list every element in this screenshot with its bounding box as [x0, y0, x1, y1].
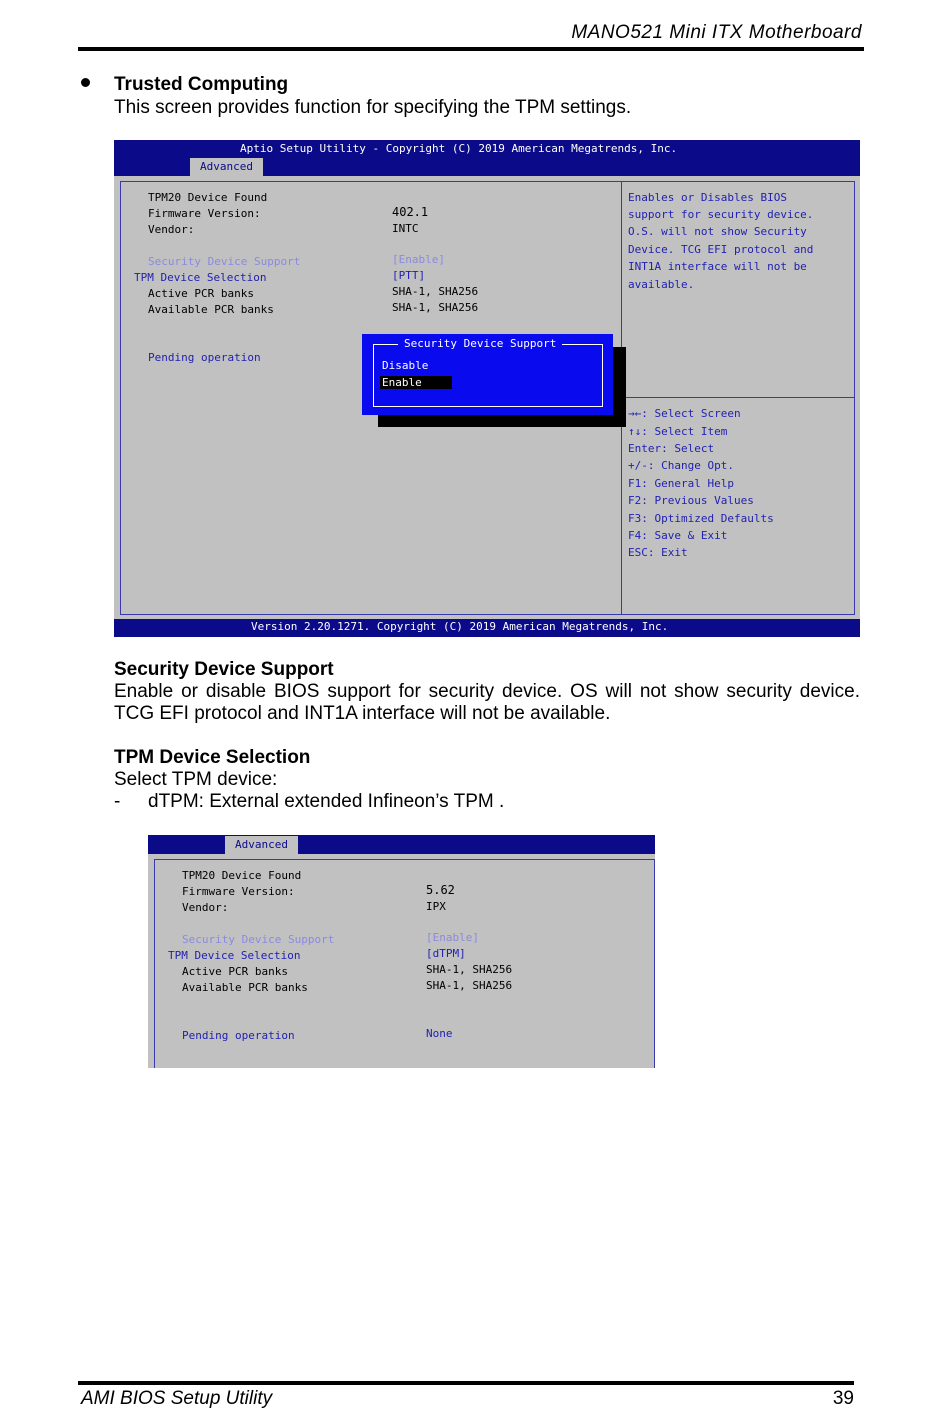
key-legend-item: Enter: Select [628, 442, 715, 455]
row-value-available-pcr: SHA-1, SHA256 [392, 301, 479, 314]
tpm-item-dash: - [114, 791, 121, 812]
row-value-pending-operation: None [426, 1027, 453, 1040]
key-legend-item: F1: General Help [628, 477, 734, 490]
bios-title-text: Aptio Setup Utility - Copyright (C) 2019 American Megatrends, Inc. [240, 142, 678, 155]
help-line: available. [628, 278, 695, 291]
row-label-tpm-device-selection[interactable]: TPM Device Selection [134, 271, 267, 284]
row-value-available-pcr: SHA-1, SHA256 [426, 979, 513, 992]
tab-advanced[interactable]: Advanced [225, 836, 298, 854]
row-label-pending-operation[interactable]: Pending operation [182, 1029, 295, 1042]
row-label-active-pcr: Active PCR banks [182, 965, 288, 978]
row-value-tpm-device-selection[interactable]: [PTT] [392, 269, 426, 282]
key-legend-item: F2: Previous Values [628, 494, 754, 507]
help-line: INT1A interface will not be [628, 260, 807, 273]
bios-version-bar [114, 619, 860, 637]
row-value-vendor: INTC [392, 222, 419, 235]
row-value-active-pcr: SHA-1, SHA256 [392, 285, 479, 298]
tab-advanced[interactable]: Advanced [190, 158, 263, 176]
row-label-tpm20-found: TPM20 Device Found [148, 191, 268, 204]
key-legend-item: F3: Optimized Defaults [628, 512, 774, 525]
help-line: O.S. will not show Security [628, 225, 807, 238]
tpm-title: TPM Device Selection [114, 747, 311, 768]
row-label-tpm-device-selection[interactable]: TPM Device Selection [168, 949, 301, 962]
row-value-vendor: IPX [426, 900, 446, 913]
row-label-security-device-support[interactable]: Security Device Support [182, 933, 335, 946]
row-label-active-pcr: Active PCR banks [148, 287, 254, 300]
row-value-tpm-device-selection[interactable]: [dTPM] [426, 947, 466, 960]
section-title: Trusted Computing [114, 74, 289, 95]
row-label-firmware: Firmware Version: [182, 885, 295, 898]
bios2-frame-top [154, 859, 655, 860]
bios-version-text: Version 2.20.1271. Copyright (C) 2019 American Megatrends, Inc. [251, 620, 669, 633]
header-rule [78, 47, 864, 51]
row-label-vendor: Vendor: [148, 223, 195, 236]
popup-dialog[interactable] [362, 334, 613, 415]
row-value-security-device-support[interactable]: [Enable] [392, 253, 445, 266]
bios-divider-horizontal [621, 397, 854, 398]
key-legend-item: ↑↓: Select Item [628, 425, 728, 438]
section-intro: This screen provides function for specifying the TPM settings. [114, 97, 632, 118]
row-value-firmware: 402.1 [392, 205, 429, 219]
popup-title: Security Device Support [398, 337, 562, 350]
bullet-icon [81, 78, 90, 87]
key-legend-item: +/-: Change Opt. [628, 459, 734, 472]
sds-title: Security Device Support [114, 659, 334, 680]
row-label-pending-operation[interactable]: Pending operation [148, 351, 261, 364]
row-value-active-pcr: SHA-1, SHA256 [426, 963, 513, 976]
key-legend-item: ESC: Exit [628, 546, 688, 559]
row-label-vendor: Vendor: [182, 901, 229, 914]
row-value-security-device-support[interactable]: [Enable] [426, 931, 479, 944]
bios-screen-1 [114, 140, 860, 637]
page-header-title: MANO521 Mini ITX Motherboard [571, 22, 862, 43]
row-label-available-pcr: Available PCR banks [148, 303, 274, 316]
row-label-security-device-support[interactable]: Security Device Support [148, 255, 301, 268]
footer-title: AMI BIOS Setup Utility [81, 1388, 273, 1409]
page-number: 39 [832, 1388, 854, 1409]
tpm-item: dTPM: External extended Infineon’s TPM . [148, 791, 505, 812]
popup-option-disable[interactable]: Disable [382, 359, 429, 372]
help-line: Enables or Disables BIOS [628, 191, 787, 204]
help-line: support for security device. [628, 208, 814, 221]
row-value-firmware: 5.62 [426, 883, 455, 897]
row-label-available-pcr: Available PCR banks [182, 981, 308, 994]
help-line: Device. TCG EFI protocol and [628, 243, 814, 256]
bios2-frame-left [154, 859, 155, 1068]
bios2-frame-right [654, 859, 655, 1068]
tpm-body: Select TPM device: [114, 769, 278, 790]
row-label-firmware: Firmware Version: [148, 207, 261, 220]
bios-screen-2 [148, 835, 655, 1068]
footer-rule [78, 1381, 854, 1385]
row-label-tpm20-found: TPM20 Device Found [182, 869, 302, 882]
popup-option-enable[interactable]: Enable [380, 376, 452, 389]
key-legend-item: →←: Select Screen [628, 407, 741, 420]
key-legend-item: F4: Save & Exit [628, 529, 728, 542]
sds-body: Enable or disable BIOS support for security device. OS will not show security device. TCG EFI protocol and INT1A interface will not be available. [114, 681, 860, 724]
